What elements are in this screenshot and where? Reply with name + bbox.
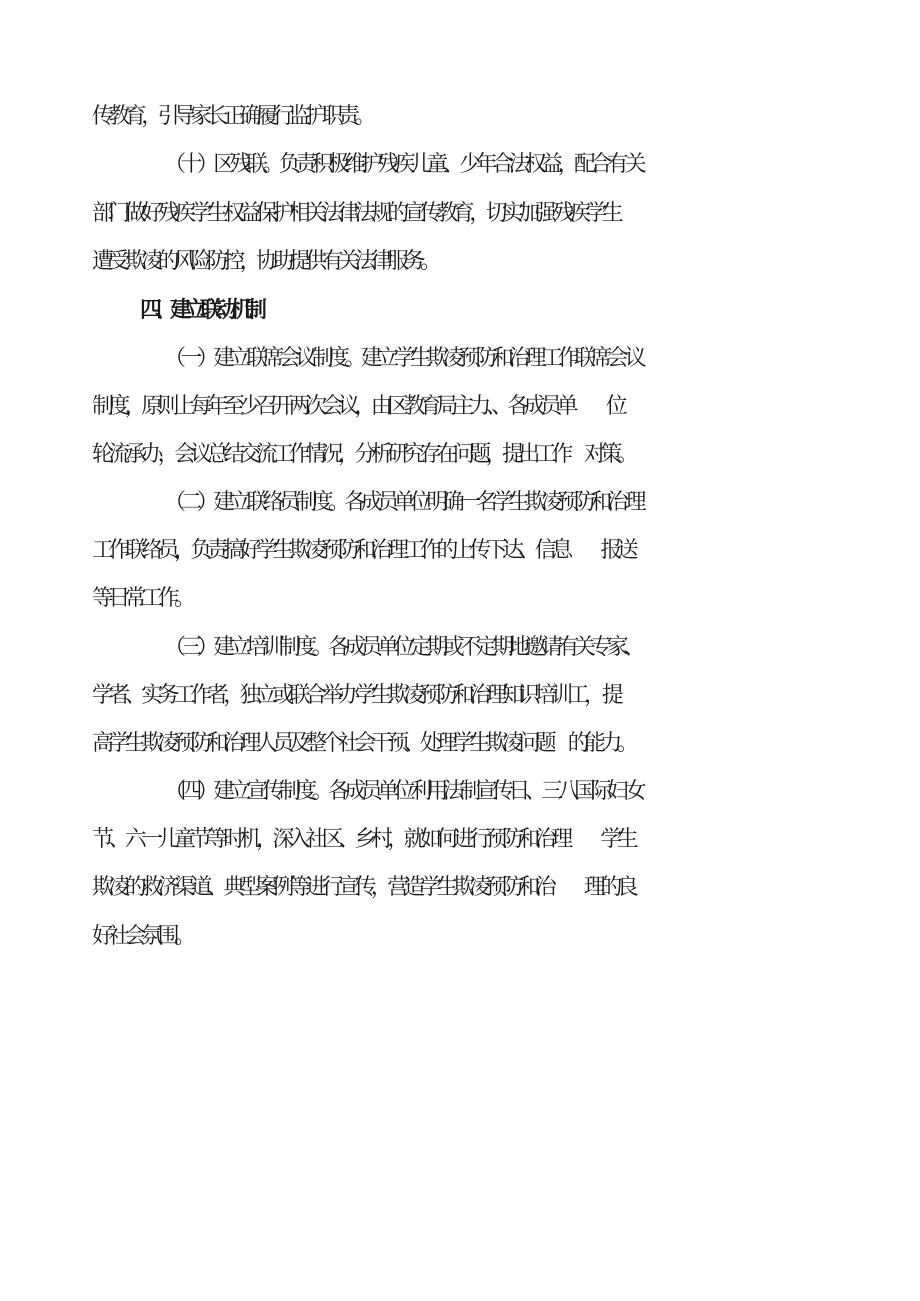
paragraph-liaison: （二）建立联络员制度。各成员单位明确一名学生欺凌预防和治 理 [164,490,641,515]
text-line: 轮流承办，会议总结交流工作情况，分析研究存在问题，提出工作 对策。 [92,442,634,467]
paragraph-training: （三）建立培训制度。各成员单位定期或不定期地邀请有关专家、 [164,635,640,660]
paragraph-joint-meeting: （一）建立联席会议制度。建立学生欺凌预防和治理工作联席会 议 [164,346,641,371]
text-line: 部门做好残疾学生权益保护相关法律法规的宣传教育，切实加强 残疾学生 [92,201,619,226]
paragraph-publicity: （四）建立宣传制度。各成员单位利用法制宣传日、三八国际妇 女 [164,779,641,804]
text-line: 高学生欺凌预防和治理人员及整个社会干预、处理学生欺凌问题 的能力。 [92,731,634,756]
text-line: 工作联络员，负责搞好学生欺凌预防和治理工作的上传下达、信息 报送 [92,538,634,563]
text-line: 等日常工作。 [92,586,191,611]
text-line: 学者、实务工作者，独立或联合举办学生欺凌预防和治理知识培训工， 提 [92,683,619,708]
text-line: 传教育，引导家长正确履行监护职责。 [92,104,371,129]
text-line: 欺凌的救济渠道、典型案例等进行宣传，营造学生欺凌预防和治 理的良 [92,875,634,900]
paragraph-district-disabled-federation: （十）区残联。负责积极维护残疾儿童、少年合法权益，配合有 关 [164,152,641,177]
text-line: 遭受欺凌的风险防控，协助提供有关法律服务。 [92,249,437,274]
section-heading: 四、建立联动机制 [140,298,261,323]
text-line: 好社会氛围。 [92,924,191,949]
text-line: 节、六一儿童节等时机，深入社区、乡村，就如何进行预防和治理 学生 [92,827,634,852]
text-line: 制度，原则上每年至少召开两次会议，由区教育局主力、、各成员单 位 [92,394,623,419]
